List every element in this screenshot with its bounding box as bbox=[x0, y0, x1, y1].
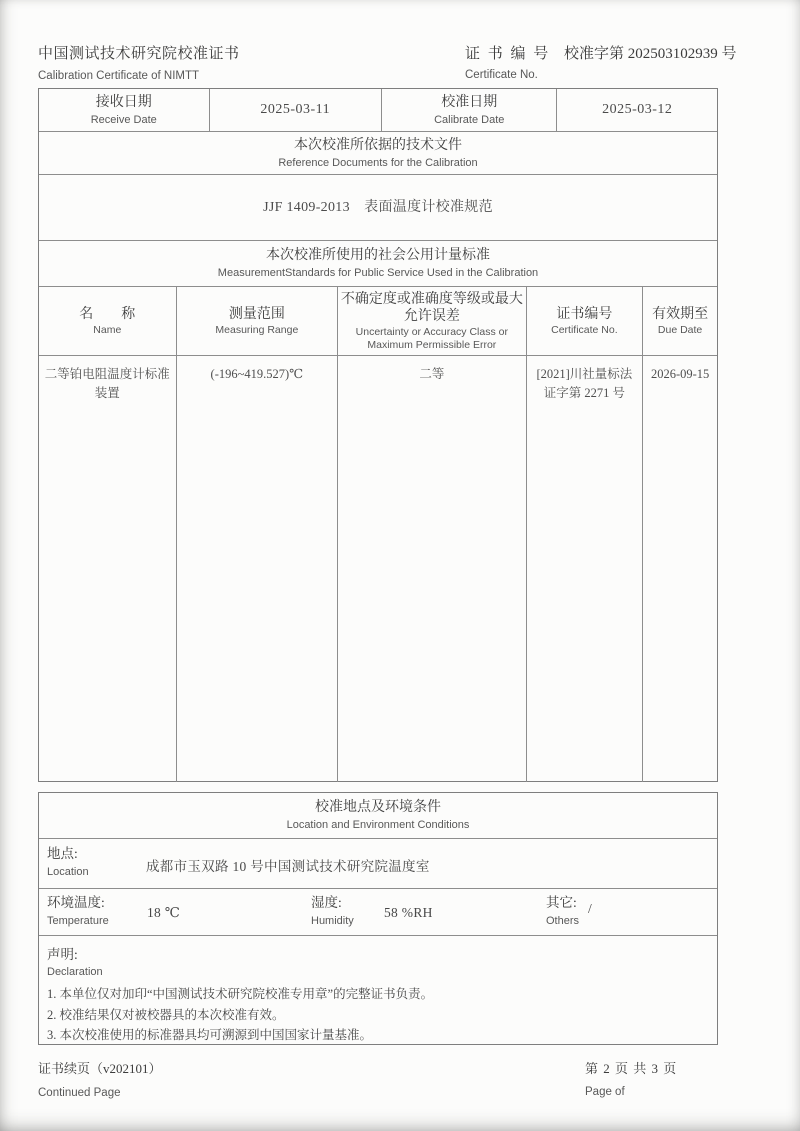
standard-certno-value: [2021]川社量标法证字第 2271 号 bbox=[536, 367, 633, 400]
declaration-item-2: 2. 校准结果仅对被校器具的本次校准有效。 bbox=[47, 1007, 285, 1022]
standards-title-en: MeasurementStandards for Public Service Used in the Calibration bbox=[217, 267, 539, 279]
col-uncertainty-en: Uncertainty or Accuracy Class or Maximum Permissible Error bbox=[355, 326, 508, 351]
footer-continued-zh: 证书续页（v202101） bbox=[38, 1061, 162, 1076]
footer-page-number-en: Page of bbox=[585, 1086, 625, 1098]
reference-title-row bbox=[39, 132, 717, 175]
environment-conditions-row bbox=[39, 889, 717, 936]
declaration-items bbox=[47, 984, 433, 1046]
col-name-en: Name bbox=[93, 323, 122, 336]
certificate-title-block bbox=[38, 42, 240, 82]
receive-date-value-cell bbox=[210, 89, 382, 131]
environment-title-en: Location and Environment Conditions bbox=[286, 819, 470, 831]
temperature-label-en: Temperature bbox=[47, 915, 109, 927]
humidity-label-en: Humidity bbox=[311, 915, 354, 927]
location-value: 成都市玉双路 10 号中国测试技术研究院温度室 bbox=[146, 859, 430, 874]
environment-title-row bbox=[39, 793, 717, 839]
standards-header-uncertainty bbox=[338, 287, 526, 355]
col-range-en: Measuring Range bbox=[215, 323, 299, 336]
standard-certno-cell bbox=[527, 356, 644, 782]
others-label-group bbox=[546, 895, 579, 928]
certificate-title-zh: 中国测试技术研究院校准证书 bbox=[38, 46, 240, 62]
standard-range-cell bbox=[177, 356, 339, 782]
others-label-en: Others bbox=[546, 915, 580, 927]
standard-uncertainty-cell bbox=[338, 356, 526, 782]
reference-title-cell bbox=[39, 132, 717, 174]
footer-page-block bbox=[585, 1058, 677, 1098]
standard-duedate-value: 2026-09-15 bbox=[650, 367, 710, 381]
environment-title-cell bbox=[39, 793, 717, 838]
others-label-zh: 其它: bbox=[546, 895, 577, 910]
certificate-number-value: 校准字第 202503102939 号 bbox=[564, 46, 737, 62]
reference-document-row bbox=[39, 175, 717, 241]
certificate-number-label-zh: 证 书 编 号 bbox=[465, 46, 551, 62]
humidity-label-group bbox=[311, 895, 354, 928]
standards-header-duedate bbox=[643, 287, 717, 355]
standards-data-row bbox=[39, 356, 717, 782]
location-label-en: Location bbox=[47, 866, 89, 878]
footer-page-number-zh: 第 2 页 共 3 页 bbox=[585, 1061, 678, 1076]
col-name-zh: 名 称 bbox=[79, 306, 136, 322]
humidity-value: 58 %RH bbox=[384, 905, 433, 920]
calibration-main-table bbox=[38, 88, 718, 782]
standards-header-range bbox=[177, 287, 339, 355]
standards-header-name bbox=[39, 287, 177, 355]
calibrate-date-label-en: Calibrate Date bbox=[434, 113, 505, 126]
standard-range-value: (-196~419.527)℃ bbox=[210, 367, 304, 381]
footer-continued-block bbox=[38, 1058, 162, 1099]
calibrate-date-value-cell bbox=[557, 89, 717, 131]
calibrate-date-value: 2025-03-12 bbox=[602, 102, 673, 117]
standards-title-zh: 本次校准所使用的社会公用计量标准 bbox=[266, 248, 490, 263]
col-duedate-zh: 有效期至 bbox=[652, 306, 709, 322]
certificate-number-line bbox=[465, 42, 737, 63]
certificate-number-block bbox=[465, 42, 737, 81]
standards-title-row bbox=[39, 241, 717, 287]
location-label-group bbox=[47, 846, 89, 879]
standard-uncertainty-value: 二等 bbox=[419, 367, 445, 381]
environment-title-zh: 校准地点及环境条件 bbox=[315, 800, 441, 815]
temperature-value: 18 ℃ bbox=[147, 905, 181, 920]
reference-document-cell bbox=[39, 175, 717, 240]
col-duedate-en: Due Date bbox=[657, 323, 703, 336]
declaration-row bbox=[39, 936, 717, 1045]
declaration-title-zh: 声明: bbox=[47, 947, 78, 962]
temperature-label-group bbox=[47, 895, 109, 928]
standards-title-cell bbox=[39, 241, 717, 286]
col-uncertainty-zh: 不确定度或准确度等级或最大允许误差 bbox=[340, 292, 523, 324]
reference-document-text: JJF 1409-2013 表面温度计校准规范 bbox=[263, 199, 493, 215]
environment-table bbox=[38, 792, 718, 1045]
standard-name-value: 二等铂电阻温度计标准装置 bbox=[44, 367, 170, 400]
location-row bbox=[39, 839, 717, 889]
location-label-zh: 地点: bbox=[47, 846, 78, 861]
standard-name-cell bbox=[39, 356, 177, 782]
col-certno-zh: 证书编号 bbox=[556, 306, 613, 322]
receive-date-label-en: Receive Date bbox=[90, 113, 157, 126]
calibrate-date-label-cell bbox=[382, 89, 557, 131]
footer-continued-en: Continued Page bbox=[38, 1087, 121, 1099]
certificate-title-en: Calibration Certificate of NIMTT bbox=[38, 70, 200, 82]
standard-duedate-cell bbox=[643, 356, 717, 782]
reference-title-zh: 本次校准所依据的技术文件 bbox=[294, 137, 462, 153]
calibrate-date-label-zh: 校准日期 bbox=[441, 94, 498, 110]
temperature-label-zh: 环境温度: bbox=[47, 895, 105, 910]
humidity-label-zh: 湿度: bbox=[311, 895, 342, 910]
receive-date-label-cell bbox=[39, 89, 210, 131]
others-value: / bbox=[588, 901, 593, 916]
standards-header-row bbox=[39, 287, 717, 356]
declaration-title-en: Declaration bbox=[47, 966, 103, 978]
reference-title-en: Reference Documents for the Calibration bbox=[278, 156, 478, 169]
col-range-zh: 测量范围 bbox=[228, 306, 285, 322]
standards-header-certno bbox=[527, 287, 644, 355]
certificate-number-label-en: Certificate No. bbox=[465, 69, 538, 81]
dates-row bbox=[39, 89, 717, 132]
declaration-item-1: 1. 本单位仅对加印“中国测试技术研究院校准专用章”的完整证书负责。 bbox=[47, 987, 434, 1001]
receive-date-value: 2025-03-11 bbox=[260, 102, 331, 117]
declaration-item-3: 3. 本次校准使用的标准器具均可溯源到中国国家计量基准。 bbox=[47, 1028, 373, 1042]
receive-date-label-zh: 接收日期 bbox=[95, 94, 152, 110]
col-certno-en: Certificate No. bbox=[551, 323, 618, 336]
